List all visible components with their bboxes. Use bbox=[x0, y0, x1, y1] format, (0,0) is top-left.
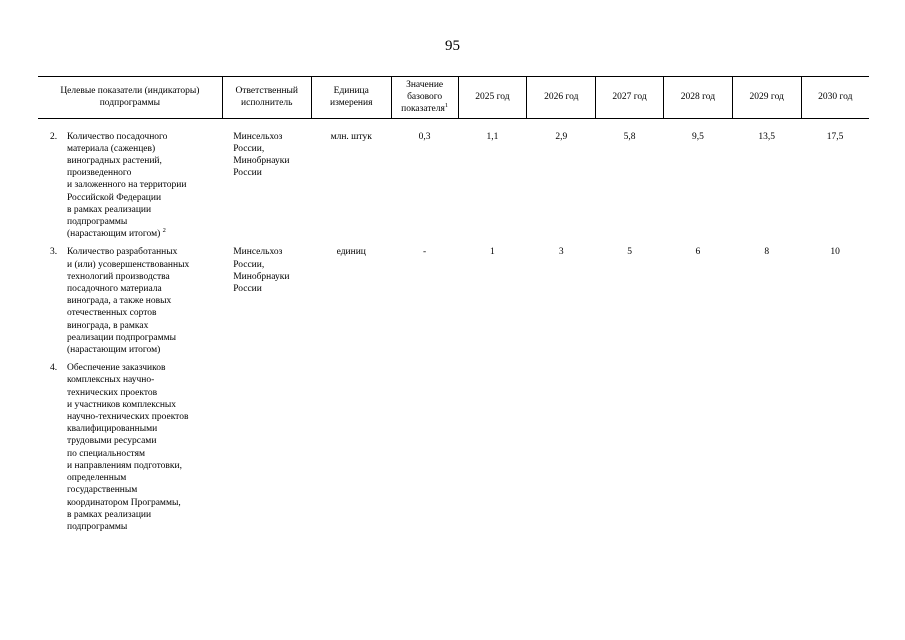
header-year-2030: 2030 год bbox=[801, 77, 869, 119]
value-2026 bbox=[527, 362, 596, 539]
indicator-name: Обеспечение заказчиков комплексных научно- технических проектов и участников комплексных научно-технических проектов квалифицированными трудовыми ресурсами по специальностям и направлениям подготовки, определенным государственным координатором Программы, в рамках реализации подпрограммы bbox=[67, 363, 189, 532]
base-value-cell: 0,3 bbox=[418, 131, 431, 142]
indicator-cell bbox=[38, 118, 222, 246]
value-2028: 6 bbox=[695, 247, 701, 258]
value-2030: 17,5 bbox=[826, 131, 844, 142]
header-row bbox=[38, 77, 869, 119]
value-2029: 13,5 bbox=[758, 131, 776, 142]
header-indicator: Целевые показатели (индикаторы) подпрограммы bbox=[38, 77, 222, 119]
header-year-2026: 2026 год bbox=[527, 77, 596, 119]
value-2025 bbox=[458, 362, 527, 539]
value-2027: 5 bbox=[627, 247, 632, 258]
unit-cell bbox=[311, 362, 391, 539]
row-number: 2. bbox=[50, 131, 58, 142]
value-2030 bbox=[801, 362, 869, 539]
indicator-name: Количество разработанных и (или) усовершенствованных технологий производства посадочного материала винограда, а также новых отечественных сортов винограда, в рамках реализации подпрограммы (нарастающим итогом) bbox=[67, 247, 190, 356]
indicator-name: Количество посадочного материала (саженцев) виноградных растений, произведенного и заложенного на территории Российской Федерации в рамках реализации подпрограммы (нарастающим итогом) $^2$ bbox=[67, 131, 187, 240]
value-2028: 9,5 bbox=[691, 131, 704, 142]
table-row bbox=[38, 118, 869, 246]
value-2026: 2,9 bbox=[555, 131, 568, 142]
base-value-cell bbox=[391, 362, 458, 539]
value-2028 bbox=[663, 362, 732, 539]
value-2029: 8 bbox=[764, 247, 770, 258]
row-number: 4. bbox=[50, 363, 58, 374]
responsible-cell: Минсельхоз России, Минобрнауки России bbox=[233, 131, 290, 179]
responsible-cell bbox=[222, 362, 311, 539]
header-year-2029: 2029 год bbox=[732, 77, 801, 119]
table-row bbox=[38, 362, 869, 539]
value-2029 bbox=[732, 362, 801, 539]
header-unit: Единица измерения bbox=[311, 77, 391, 119]
header-responsible: Ответственный исполнитель bbox=[222, 77, 311, 119]
row-number: 3. bbox=[50, 247, 58, 258]
table-row bbox=[38, 246, 869, 362]
header-base-value: Значение базового показателя$^1$ bbox=[391, 77, 458, 119]
unit-cell: млн. штук bbox=[330, 131, 372, 142]
header-year-2027: 2027 год bbox=[596, 77, 664, 119]
value-2025: 1,1 bbox=[486, 131, 499, 142]
value-2030: 10 bbox=[830, 247, 840, 258]
header-year-2028: 2028 год bbox=[663, 77, 732, 119]
value-2025: 1 bbox=[490, 247, 495, 258]
header-year-2025: 2025 год bbox=[458, 77, 527, 119]
value-2026: 3 bbox=[558, 247, 564, 258]
value-2027 bbox=[596, 362, 664, 539]
responsible-cell: Минсельхоз России, Минобрнауки России bbox=[233, 247, 290, 295]
value-2027: 5,8 bbox=[623, 131, 636, 142]
unit-cell: единиц bbox=[336, 247, 366, 258]
indicators-table bbox=[38, 76, 869, 539]
footnote-marker: 1 bbox=[444, 102, 449, 110]
page-number: 95 bbox=[445, 38, 460, 54]
indicator-cell bbox=[38, 246, 222, 362]
indicator-cell bbox=[38, 362, 222, 539]
footnote-marker: 2 bbox=[162, 227, 166, 235]
base-value-cell: - bbox=[423, 247, 427, 258]
